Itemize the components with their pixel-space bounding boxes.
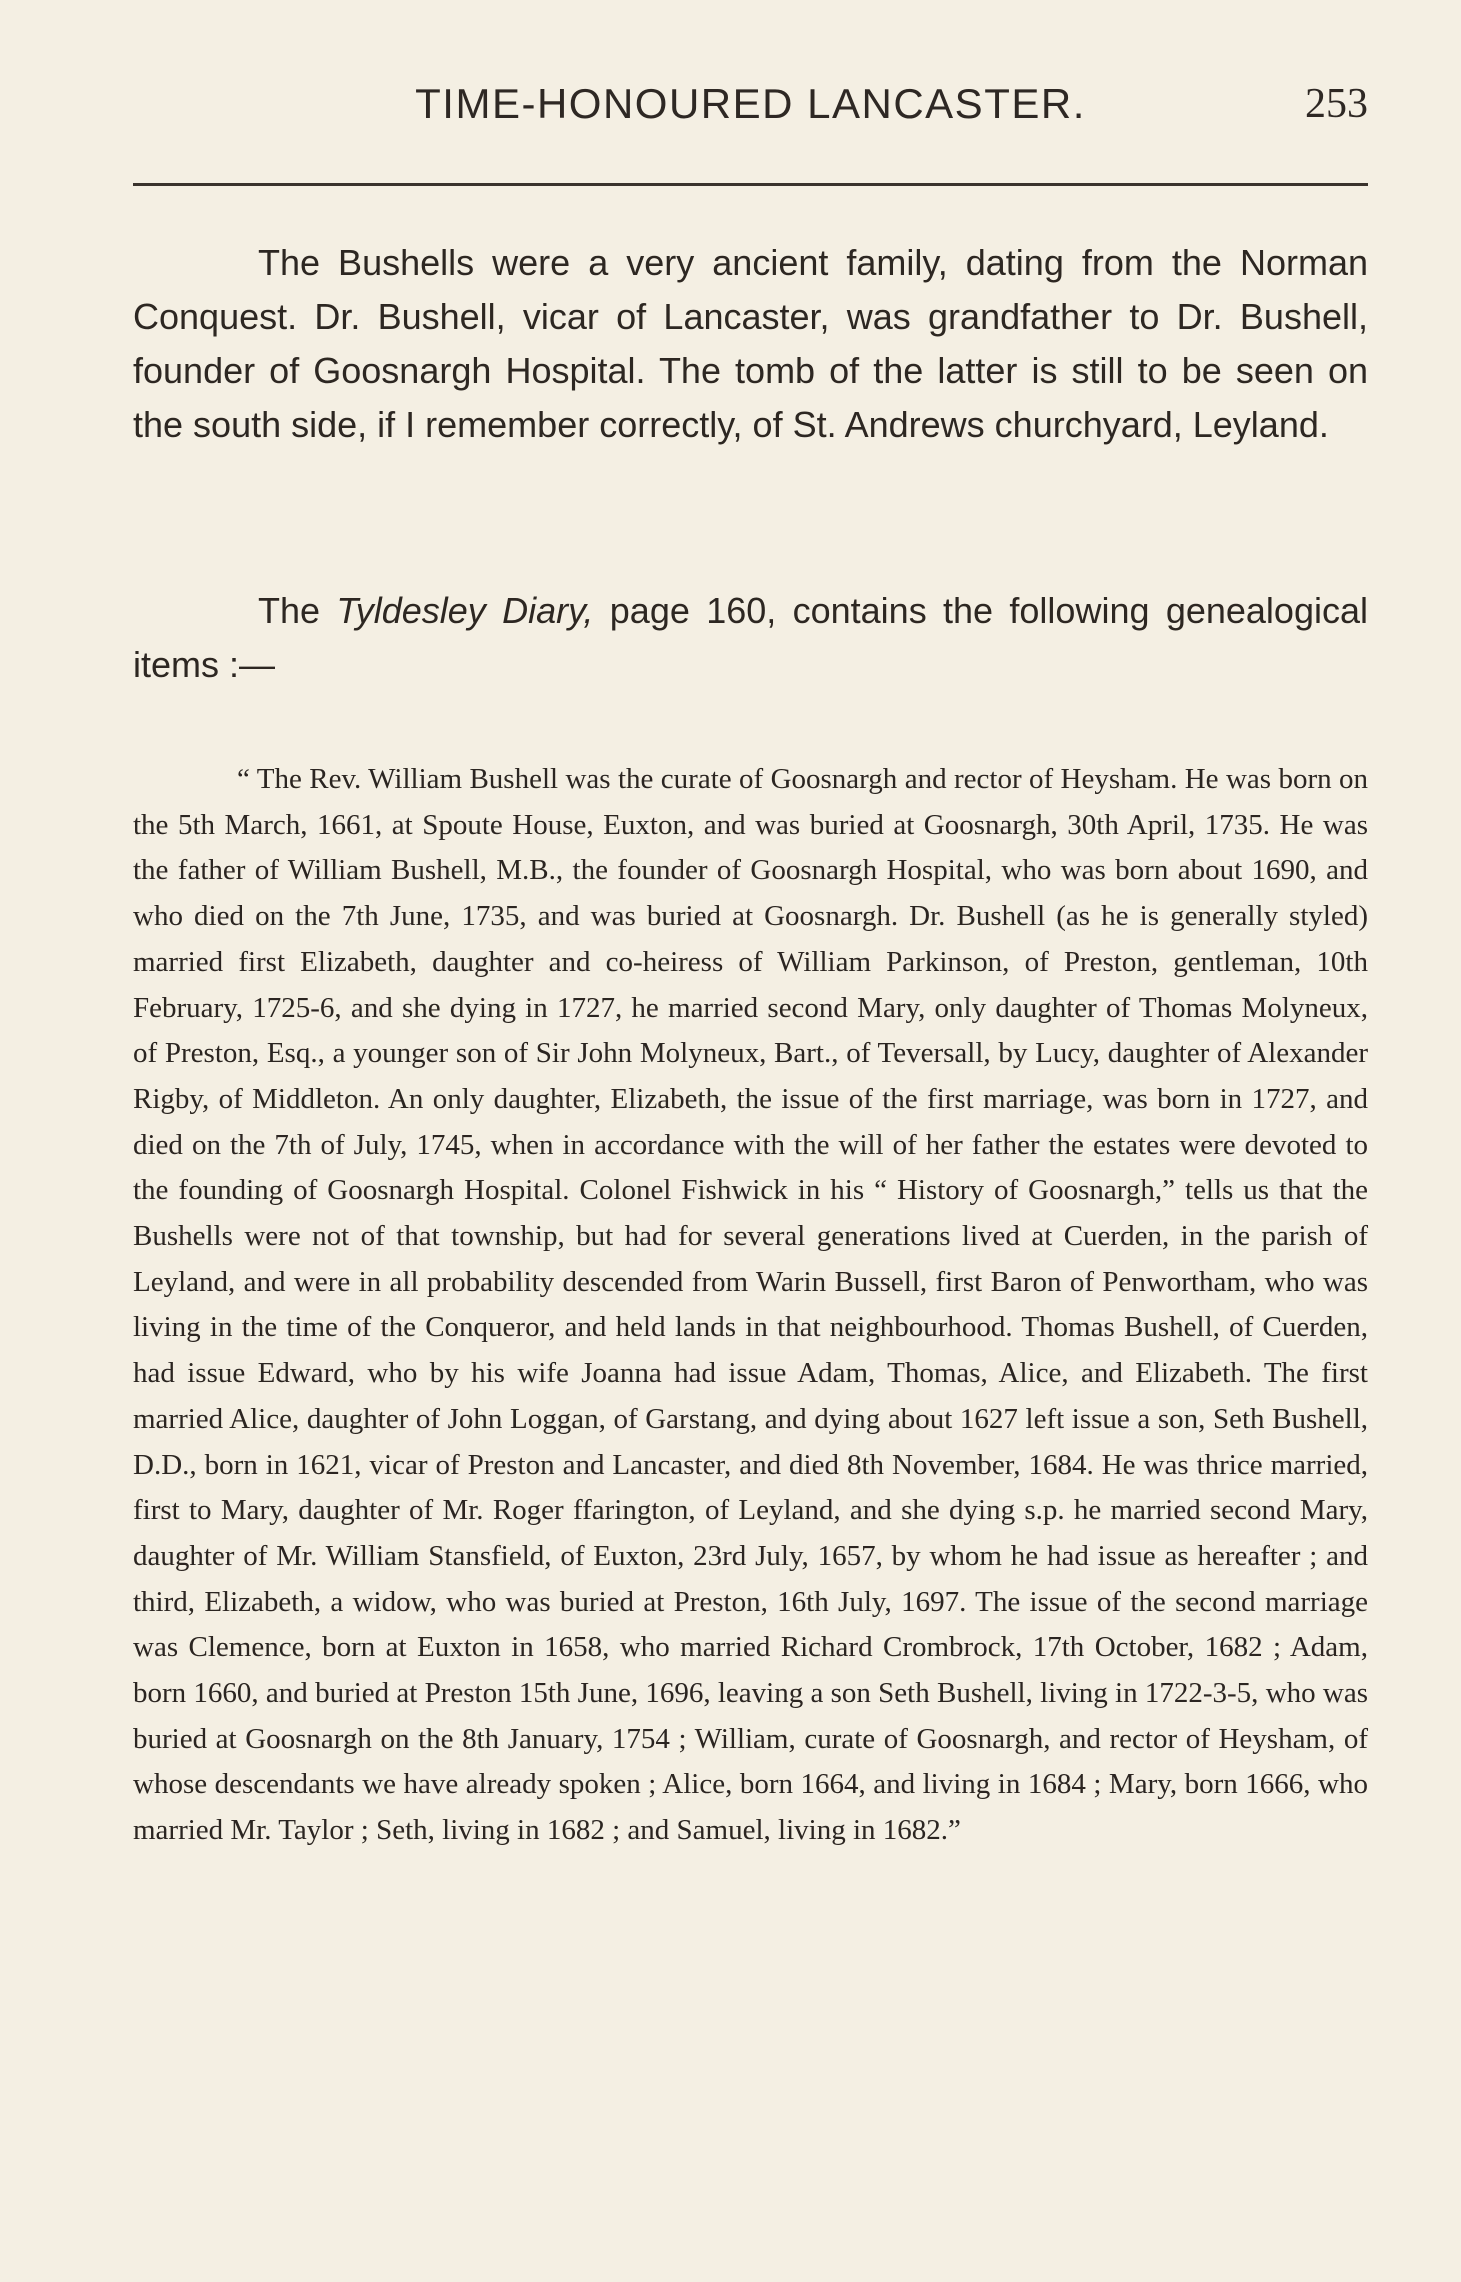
- header-rule: [133, 183, 1368, 186]
- running-head: [133, 80, 1368, 140]
- running-title: TIME-HONOURED LANCASTER.: [415, 80, 1086, 127]
- paragraph-text-end: page 160, contains the following genealogical items :—: [133, 590, 1368, 685]
- paragraph-text-start: The: [258, 590, 337, 631]
- quoted-genealogy-extract: “ The Rev. William Bushell was the curate of Goosnargh and rector of Heysham. He was born on the 5th March, 1661, at Spoute House, Euxton, and was buried at Goosnargh, 30th April, 1735. He was the father of William Bushell, M.B., the founder of Goosnargh Hospital, who was born about 1690, and who died on the 7th June, 1735, and was buried at Goosnargh. Dr. Bushell (as he is generally styled) married first Elizabeth, daughter and co-heiress of William Parkinson, of Preston, gentleman, 10th February, 1725-6, and she dying in 1727, he married second Mary, only daughter of Thomas Molyneux, of Preston, Esq., a younger son of Sir John Molyneux, Bart., of Teversall, by Lucy, daughter of Alexander Rigby, of Middleton. An only daughter, Elizabeth, the issue of the first marriage, was born in 1727, and died on the 7th of July, 1745, when in accordance with the will of her father the estates were devoted to the founding of Goosnargh Hospital. Colonel Fishwick in his “ History of Goosnargh,” tells us that the Bushells were not of that township, but had for several generations lived at Cuerden, in the parish of Leyland, and were in all probability descended from Warin Bussell, first Baron of Penwortham, who was living in the time of the Conqueror, and held lands in that neighbourhood. Thomas Bushell, of Cuerden, had issue Edward, who by his wife Joanna had issue Adam, Thomas, Alice, and Elizabeth. The first married Alice, daughter of John Loggan, of Garstang, and dying about 1627 left issue a son, Seth Bushell, D.D., born in 1621, vicar of Preston and Lancaster, and died 8th November, 1684. He was thrice married, first to Mary, daughter of Mr. Roger ffarington, of Leyland, and she dying s.p. he married second Mary, daughter of Mr. William Stansfield, of Euxton, 23rd July, 1657, by whom he had issue as hereafter ; and third, Elizabeth, a widow, who was buried at Preston, 16th July, 1697. The issue of the second marriage was Clemence, born at Euxton in 1658, who married Richard Crombrock, 17th October, 1682 ; Adam, born 1660, and buried at Preston 15th June, 1696, leaving a son Seth Bushell, living in 1722-3-5, who was buried at Goosnargh on the 8th January, 1754 ; William, curate of Goosnargh, and rector of Heysham, of whose descendants we have already spoken ; Alice, born 1664, and living in 1684 ; Mary, born 1666, who married Mr. Taylor ; Seth, living in 1682 ; and Samuel, living in 1682.”: [133, 763, 1368, 1847]
- paragraph-bushells-family: The Bushells were a very ancient family, dating from the Norman Conquest. Dr. Bushell, vicar of Lancaster, was grandfather to Dr. Bushell, founder of Goosnargh Hospital. The tomb of the latter is still to be seen on the south side, if I remember correctly, of St. Andrews churchyard, Leyland.: [133, 242, 1368, 445]
- page-number: 253: [1305, 81, 1368, 127]
- book-title-italic: Tyldesley Diary,: [336, 590, 594, 631]
- paragraph-tyldesley-diary: [133, 584, 1368, 692]
